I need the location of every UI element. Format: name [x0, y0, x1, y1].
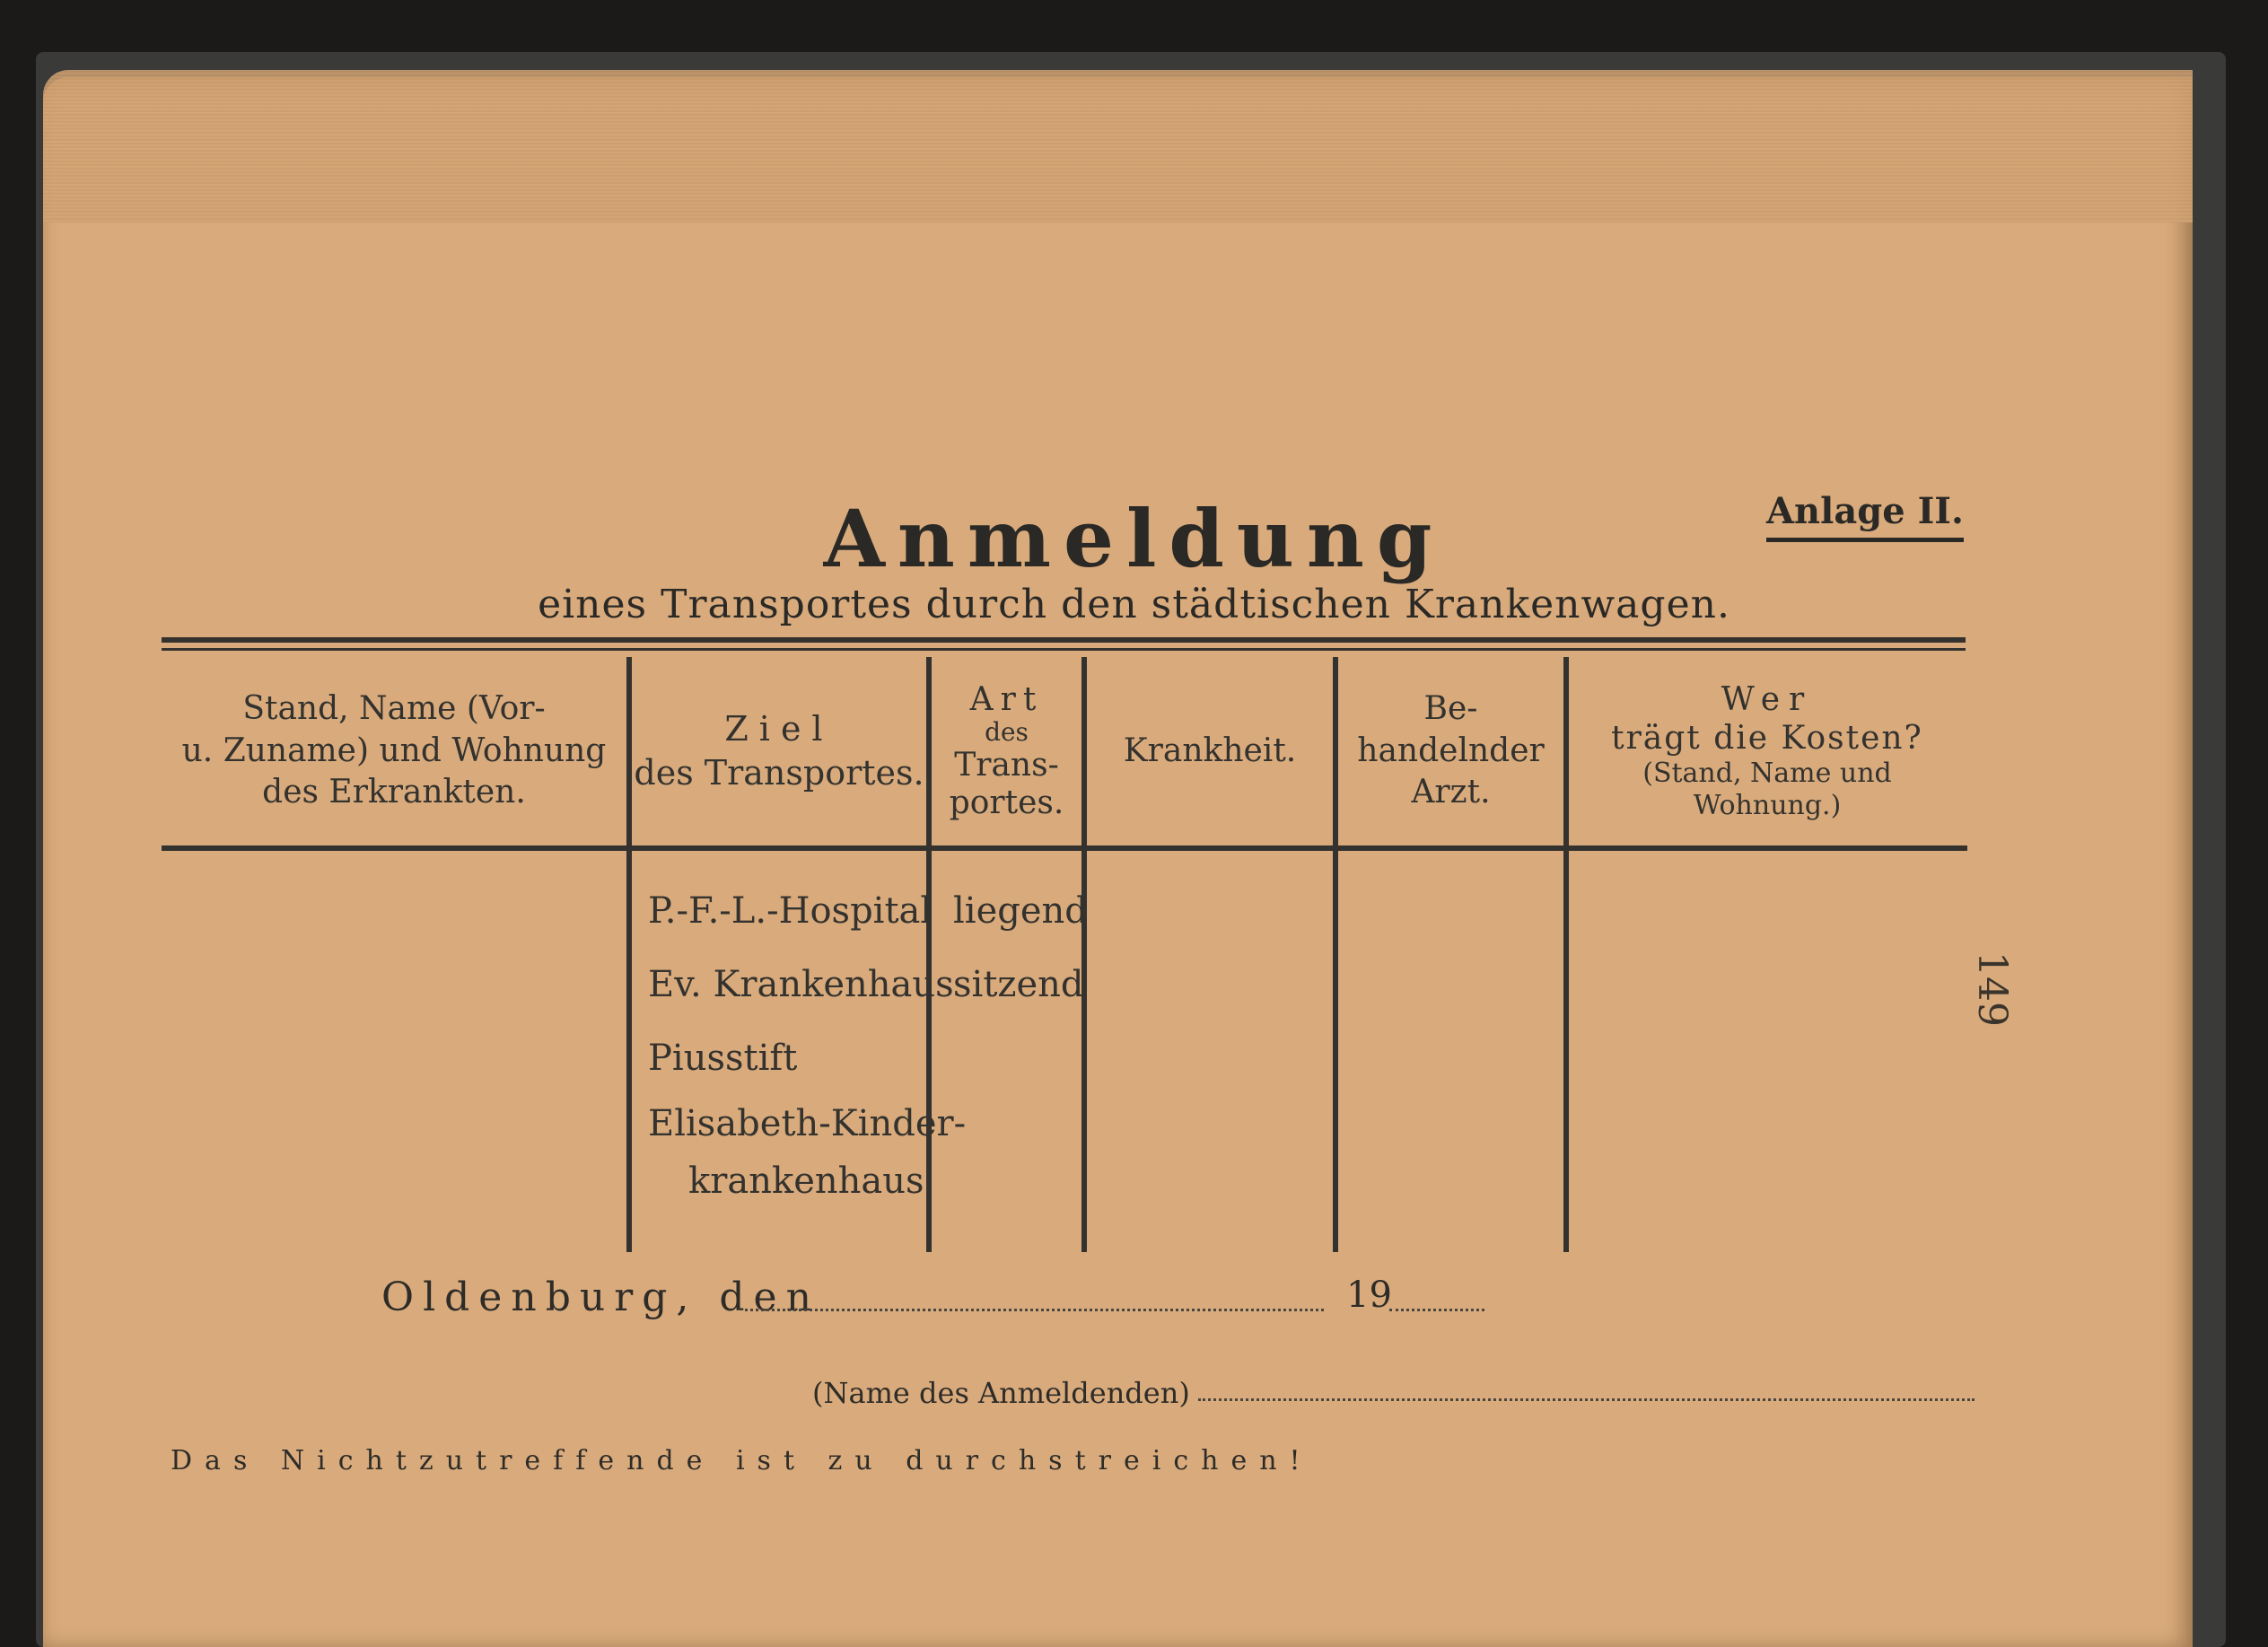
- page-number: 149: [1969, 951, 2015, 1027]
- destination-options: [648, 874, 966, 1210]
- list-item: Piusstift: [648, 1038, 798, 1079]
- year-field[interactable]: [1389, 1309, 1484, 1311]
- form-title: Anmeldung: [823, 492, 1445, 585]
- table-top-rule-thin: [162, 648, 1966, 651]
- form-subtitle: eines Transportes durch den städtischen Krankenwagen.: [538, 582, 1730, 627]
- list-item: liegend: [953, 890, 1088, 932]
- list-item: Ev. Krankenhaus: [648, 964, 954, 1005]
- signature-label: (Name des Anmeldenden): [812, 1376, 1190, 1410]
- header-cost-bearer: Wer trägt die Kosten? (Stand, Name und Wohnung.): [1611, 680, 1923, 822]
- list-item: Elisabeth-Kinder-: [648, 1103, 967, 1144]
- header-illness: Krankheit.: [1123, 732, 1297, 769]
- annex-label: Anlage II.: [1766, 490, 1964, 542]
- page-edges: [43, 70, 2193, 223]
- header-transport-type: Art des Trans- portes.: [949, 680, 1064, 821]
- signature-field[interactable]: [1198, 1398, 1975, 1401]
- header-destination: Ziel des Transportes.: [634, 708, 924, 793]
- header-doctor: Be- handelnder Arzt.: [1357, 689, 1545, 811]
- strike-note: Das Nichtzutreffende ist zu durchstreichen!: [171, 1445, 1313, 1476]
- list-item: krankenhaus: [688, 1161, 924, 1202]
- list-item: sitzend: [953, 964, 1084, 1005]
- table-top-rule: [162, 637, 1966, 643]
- year-prefix: 19: [1346, 1275, 1392, 1316]
- date-field[interactable]: [745, 1309, 1324, 1311]
- place-date-label: Oldenburg, den: [381, 1275, 820, 1320]
- list-item: P.-F.-L.-Hospital: [648, 890, 933, 932]
- transport-type-options: [953, 874, 1088, 1021]
- registration-table: [162, 637, 1966, 1252]
- table-header-rule: [162, 845, 1967, 851]
- header-patient: Stand, Name (Vor- u. Zuname) und Wohnung des Erkrankten.: [181, 689, 607, 811]
